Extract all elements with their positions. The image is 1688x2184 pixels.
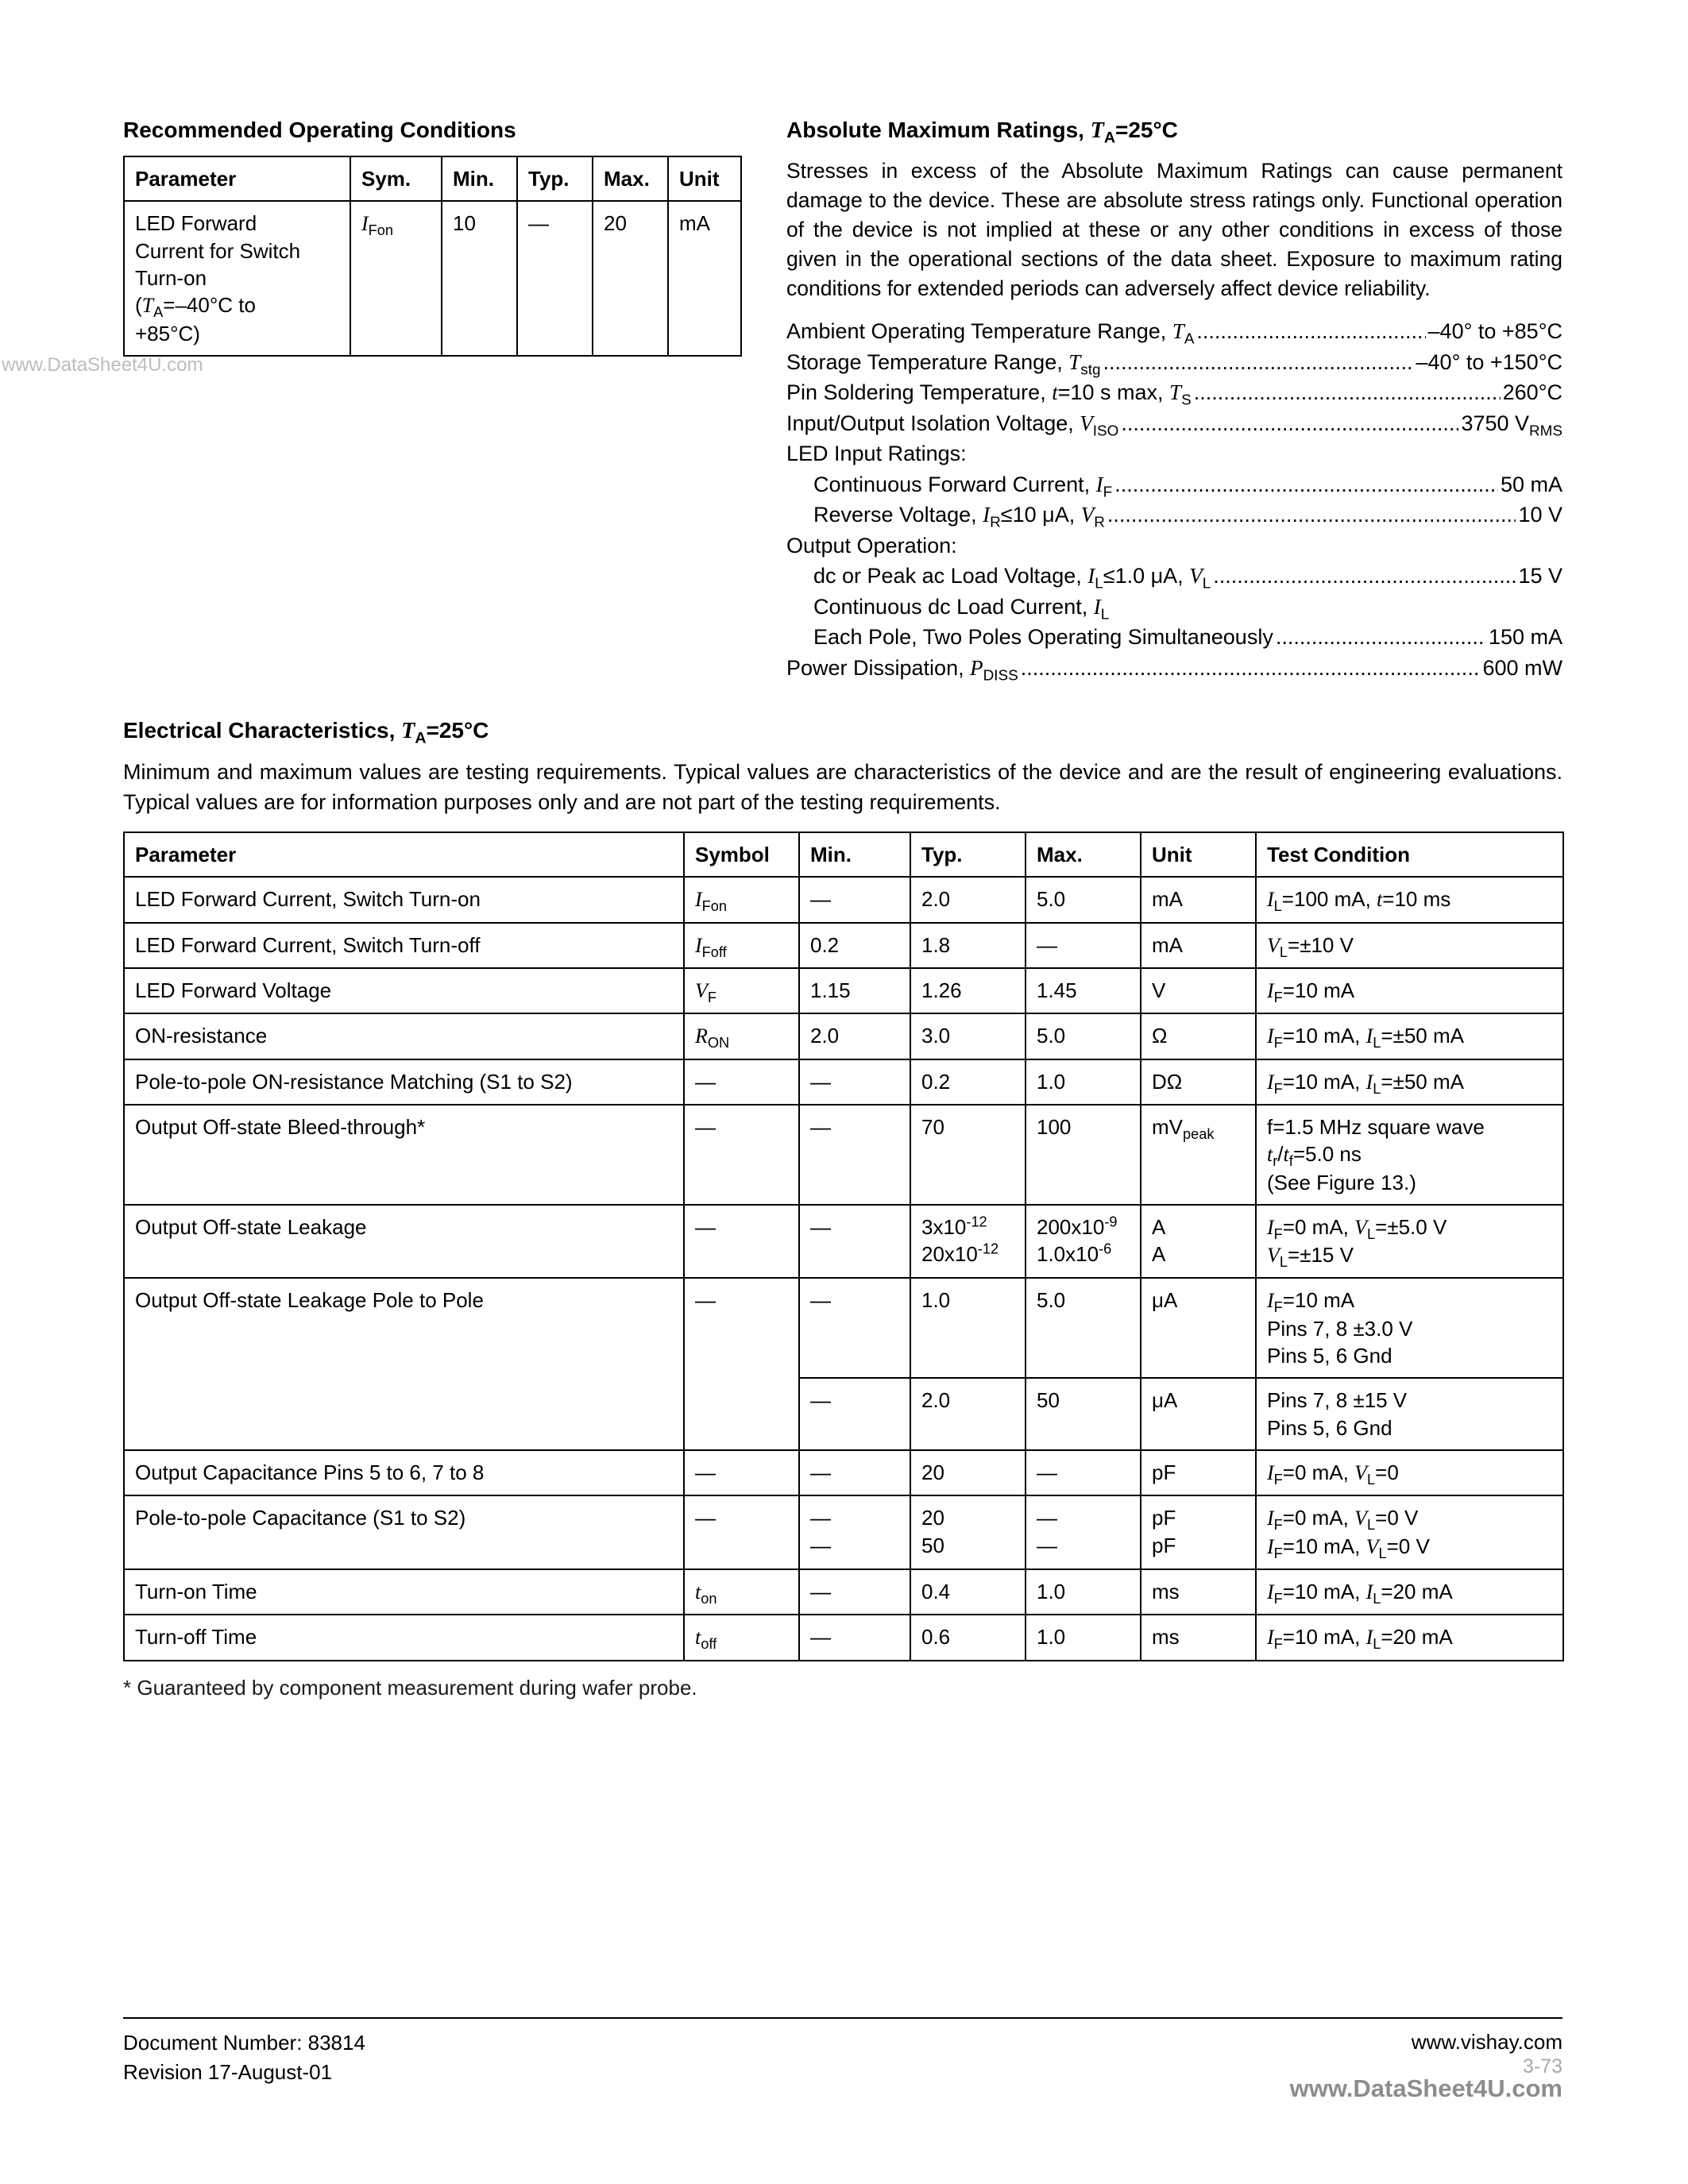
cell-max: 100	[1026, 1105, 1141, 1205]
cell-unit: ms	[1141, 1615, 1256, 1660]
column-header-parameter: Parameter	[124, 832, 684, 877]
cell-symbol: $R_{ON}$	[684, 1013, 799, 1059]
amr-item-label: Each Pole, Two Poles Operating Simultaneously	[813, 625, 1273, 649]
cell-test-condition: $I_F=10$ mA, $I_L=\pm 50$ mA	[1256, 1013, 1563, 1059]
cell-parameter: Output Capacitance Pins 5 to 6, 7 to 8	[124, 1450, 684, 1495]
dot-leader	[1103, 347, 1413, 378]
cell-test-condition: Pins 7, 8 ±15 V Pins 5, 6 Gnd	[1256, 1378, 1563, 1450]
cell-min: —	[799, 1105, 910, 1205]
table-row	[124, 1450, 1563, 1495]
cell-unit: A A	[1141, 1205, 1256, 1279]
amr-item	[786, 316, 1562, 347]
cell-max: —	[1026, 1450, 1141, 1495]
column-header-min: Min.	[799, 832, 910, 877]
top-two-column-area	[123, 118, 1562, 683]
cell-typ: —	[517, 201, 593, 356]
cell-typ: 0.6	[910, 1615, 1026, 1660]
cell-min: —	[799, 1205, 910, 1279]
cell-min: 10	[442, 201, 517, 356]
page-number: 3-73	[1522, 2055, 1562, 2078]
cell-typ: 1.26	[910, 968, 1026, 1013]
cell-parameter: LED Forward Voltage	[124, 968, 684, 1013]
amr-item-label: dc or Peak ac Load Voltage, $I_L\le 1.0$ μA, $V_L$	[813, 564, 1211, 592]
cell-symbol: —	[684, 1495, 799, 1569]
cell-min: 2.0	[799, 1013, 910, 1059]
dot-leader	[1276, 622, 1486, 653]
cell-test-condition: f=1.5 MHz square wave $t_r/t_f=5.0$ ns (See Figure 13.)	[1256, 1105, 1563, 1205]
cell-typ: 2.0	[910, 1378, 1026, 1450]
ec-title: Electrical Characteristics, $T_A=25^\circ C$	[123, 718, 489, 747]
column-header-unit: Unit	[668, 156, 741, 201]
page-content	[123, 118, 1562, 1700]
cell-symbol: $t_{on}$	[684, 1569, 799, 1615]
cell-symbol: —	[684, 1059, 799, 1105]
cell-unit: ms	[1141, 1569, 1256, 1615]
column-header-max: Max.	[1026, 832, 1141, 877]
footer-right	[1290, 2028, 1562, 2103]
cell-min: —	[799, 1450, 910, 1495]
table-row	[124, 1059, 1563, 1105]
cell-unit: mA	[668, 201, 741, 356]
dot-leader	[1021, 653, 1481, 684]
cell-symbol: —	[684, 1105, 799, 1205]
roc-table	[123, 156, 742, 357]
cell-parameter: Output Off-state Leakage	[124, 1205, 684, 1279]
cell-typ: 70	[910, 1105, 1026, 1205]
table-row	[124, 1569, 1563, 1615]
amr-item-value: 600 mW	[1482, 655, 1562, 680]
cell-max: 20	[593, 201, 668, 356]
table-row	[124, 1495, 1563, 1569]
amr-item	[786, 377, 1562, 408]
recommended-operating-conditions-section	[123, 118, 742, 357]
cell-min: —	[799, 1059, 910, 1105]
cell-test-condition: $I_F=10$ mA, $I_L=20$ mA	[1256, 1569, 1563, 1615]
cell-max: 1.45	[1026, 968, 1141, 1013]
cell-min: — —	[799, 1495, 910, 1569]
cell-min: —	[799, 1569, 910, 1615]
cell-unit: μA	[1141, 1378, 1256, 1450]
amr-item-value: 260°C	[1502, 380, 1562, 404]
cell-typ: 3.0	[910, 1013, 1026, 1059]
amr-item-value: –40° to +150°C	[1416, 349, 1562, 374]
table-row	[124, 1205, 1563, 1279]
cell-symbol: $I_{Fon}$	[350, 201, 442, 356]
electrical-characteristics-table	[123, 832, 1564, 1661]
amr-item-label: LED Input Ratings:	[786, 442, 967, 465]
cell-symbol: —	[684, 1205, 799, 1279]
column-header-test-condition: Test Condition	[1256, 832, 1563, 877]
absolute-maximum-ratings-section	[786, 118, 1562, 683]
cell-test-condition: $I_F=10$ mA Pins 7, 8 ±3.0 V Pins 5, 6 Gnd	[1256, 1278, 1563, 1378]
table-row	[124, 201, 741, 356]
column-header-min: Min.	[442, 156, 517, 201]
cell-test-condition: $I_L=100$ mA, t=10 ms	[1256, 877, 1563, 922]
amr-item	[786, 408, 1562, 439]
roc-title: Recommended Operating Conditions	[123, 118, 516, 142]
table-row	[124, 1013, 1563, 1059]
cell-parameter: Pole-to-pole Capacitance (S1 to S2)	[124, 1495, 684, 1569]
column-header-typ: Typ.	[517, 156, 593, 201]
amr-item-label: Output Operation:	[786, 533, 957, 558]
document-number: Document Number: 83814	[123, 2031, 365, 2055]
cell-parameter: Output Off-state Leakage Pole to Pole	[124, 1278, 684, 1450]
cell-typ: 20 50	[910, 1495, 1026, 1569]
amr-item-value: 10 V	[1518, 503, 1562, 527]
amr-item-value: 3750 $V_{RMS}$	[1461, 411, 1562, 439]
cell-parameter: Turn-off Time	[124, 1615, 684, 1660]
cell-unit: mA	[1141, 877, 1256, 922]
cell-typ: 2.0	[910, 877, 1026, 922]
column-header-max: Max.	[593, 156, 668, 201]
amr-item	[786, 469, 1562, 500]
cell-max: $200x10^{-9}$ $1.0x10^{-6}$	[1026, 1205, 1141, 1279]
amr-item	[786, 500, 1562, 531]
cell-max: 5.0	[1026, 1278, 1141, 1378]
column-header-typ: Typ.	[910, 832, 1026, 877]
cell-test-condition: $I_F=10$ mA	[1256, 968, 1563, 1013]
cell-typ: 1.8	[910, 923, 1026, 968]
amr-item	[786, 653, 1562, 684]
cell-max: —	[1026, 923, 1141, 968]
cell-unit: $mV_{peak}$	[1141, 1105, 1256, 1205]
dot-leader	[1121, 408, 1458, 439]
amr-item	[786, 561, 1562, 592]
cell-typ: $3x10^{-12}$ $20x10^{-12}$	[910, 1205, 1026, 1279]
ec-header-row	[124, 832, 1563, 877]
cell-unit: Ω	[1141, 1013, 1256, 1059]
cell-min: —	[799, 1378, 910, 1450]
cell-test-condition: $I_F=0$ mA, $V_L=0$	[1256, 1450, 1563, 1495]
cell-typ: 0.4	[910, 1569, 1026, 1615]
amr-item-label: Pin Soldering Temperature, t=10 s max, $T_S$	[786, 380, 1192, 409]
vishay-url: www.vishay.com	[1411, 2030, 1562, 2054]
cell-symbol: $t_{off}$	[684, 1615, 799, 1660]
column-header-sym: Sym.	[350, 156, 442, 201]
amr-item-value: 15 V	[1518, 564, 1562, 588]
cell-unit: mA	[1141, 923, 1256, 968]
column-header-parameter: Parameter	[124, 156, 350, 201]
dot-leader	[1196, 316, 1425, 347]
cell-symbol: —	[684, 1278, 799, 1450]
cell-unit: DΩ	[1141, 1059, 1256, 1105]
cell-max: 1.0	[1026, 1615, 1141, 1660]
cell-unit: μA	[1141, 1278, 1256, 1378]
dot-leader	[1107, 500, 1516, 531]
table-row	[124, 923, 1563, 968]
cell-test-condition: $I_F=10$ mA, $I_L=\pm 50$ mA	[1256, 1059, 1563, 1105]
cell-test-condition: $I_F=0$ mA, $V_L=0$ V $I_F=10$ mA, $V_L=0$ V	[1256, 1495, 1563, 1569]
roc-header-row	[124, 156, 741, 201]
cell-min: 0.2	[799, 923, 910, 968]
cell-symbol: $V_F$	[684, 968, 799, 1013]
cell-parameter: Output Off-state Bleed-through*	[124, 1105, 684, 1205]
cell-max: — —	[1026, 1495, 1141, 1569]
cell-test-condition: $I_F=10$ mA, $I_L=20$ mA	[1256, 1615, 1563, 1660]
cell-parameter: LED Forward Current, Switch Turn-on	[124, 877, 684, 922]
dot-leader	[1114, 469, 1498, 500]
cell-symbol: —	[684, 1450, 799, 1495]
amr-item-label: Reverse Voltage, $I_R\le 10$ μA, $V_R$	[813, 503, 1105, 531]
cell-min: —	[799, 1615, 910, 1660]
amr-item-label: Continuous dc Load Current, $I_L$	[813, 594, 1110, 623]
cell-parameter: ON-resistance	[124, 1013, 684, 1059]
cell-unit: V	[1141, 968, 1256, 1013]
cell-unit: pF	[1141, 1450, 1256, 1495]
cell-min: —	[799, 1278, 910, 1378]
amr-item-label: Continuous Forward Current, $I_F$	[813, 472, 1113, 500]
ec-intro-paragraph: Minimum and maximum values are testing requirements. Typical values are characteristics of the device and are the result of engineering evaluations. Typical values are for information purposes only and are not part of the testing requirements.	[123, 760, 1562, 814]
cell-symbol: $I_{Fon}$	[684, 877, 799, 922]
amr-item-value: –40° to +85°C	[1427, 319, 1562, 343]
cell-typ: 0.2	[910, 1059, 1026, 1105]
cell-max: 5.0	[1026, 877, 1141, 922]
revision-date: Revision 17-August-01	[123, 2060, 333, 2084]
cell-test-condition: $V_L=\pm 10$ V	[1256, 923, 1563, 968]
amr-item	[786, 438, 1562, 469]
cell-typ: 1.0	[910, 1278, 1026, 1378]
table-row	[124, 1105, 1563, 1205]
page-footer	[123, 2017, 1562, 2103]
table-row	[124, 1278, 1563, 1378]
dot-leader	[1213, 561, 1516, 592]
column-header-unit: Unit	[1141, 832, 1256, 877]
amr-item-label: Storage Temperature Range, $T_{stg}$	[786, 349, 1101, 378]
cell-parameter: Turn-on Time	[124, 1569, 684, 1615]
cell-max: 5.0	[1026, 1013, 1141, 1059]
side-watermark: www.DataSheet4U.com	[2, 354, 203, 376]
amr-paragraph: Stresses in excess of the Absolute Maximum Ratings can cause permanent damage to the device. These are absolute stress ratings only. Functional operation of the device is not implied at these or any other conditions in excess of those given in the operational sections of the data sheet. Exposure to maximum rating conditions for extended periods can adversely affect device reliability.	[786, 159, 1562, 300]
table-row	[124, 968, 1563, 1013]
footer-watermark: www.DataSheet4U.com	[1289, 2074, 1562, 2102]
column-header-symbol: Symbol	[684, 832, 799, 877]
cell-max: 1.0	[1026, 1059, 1141, 1105]
amr-title: Absolute Maximum Ratings, $T_A=25^\circ C$	[786, 118, 1178, 147]
cell-max: 50	[1026, 1378, 1141, 1450]
cell-unit: pF pF	[1141, 1495, 1256, 1569]
amr-item-label: Power Dissipation, $P_{DISS}$	[786, 655, 1018, 684]
cell-parameter: Pole-to-pole ON-resistance Matching (S1 to S2)	[124, 1059, 684, 1105]
cell-parameter: LED Forward Current for Switch Turn-on ($T_A=-40^\circ C$ to +85°C)	[124, 201, 350, 356]
cell-test-condition: $I_F=0$ mA, $V_L=\pm 5.0$ V $V_L=\pm 15$ V	[1256, 1205, 1563, 1279]
electrical-characteristics-section	[123, 718, 1562, 1700]
cell-min: 1.15	[799, 968, 910, 1013]
amr-item-label: Ambient Operating Temperature Range, $T_A$	[786, 319, 1195, 348]
table-footnote: * Guaranteed by component measurement during wafer probe.	[123, 1675, 697, 1700]
cell-max: 1.0	[1026, 1569, 1141, 1615]
amr-item-value: 50 mA	[1500, 472, 1562, 496]
cell-min: —	[799, 877, 910, 922]
amr-item	[786, 531, 1562, 561]
amr-item	[786, 347, 1562, 378]
cell-parameter: LED Forward Current, Switch Turn-off	[124, 923, 684, 968]
amr-item	[786, 622, 1562, 653]
table-row	[124, 1615, 1563, 1660]
cell-typ: 20	[910, 1450, 1026, 1495]
cell-symbol: $I_{Foff}$	[684, 923, 799, 968]
amr-item	[786, 592, 1562, 623]
table-row	[124, 877, 1563, 922]
footer-left	[123, 2028, 365, 2087]
amr-item-value: 150 mA	[1488, 625, 1562, 649]
dot-leader	[1194, 377, 1501, 408]
amr-item-label: Input/Output Isolation Voltage, $V_{ISO}$	[786, 411, 1119, 439]
